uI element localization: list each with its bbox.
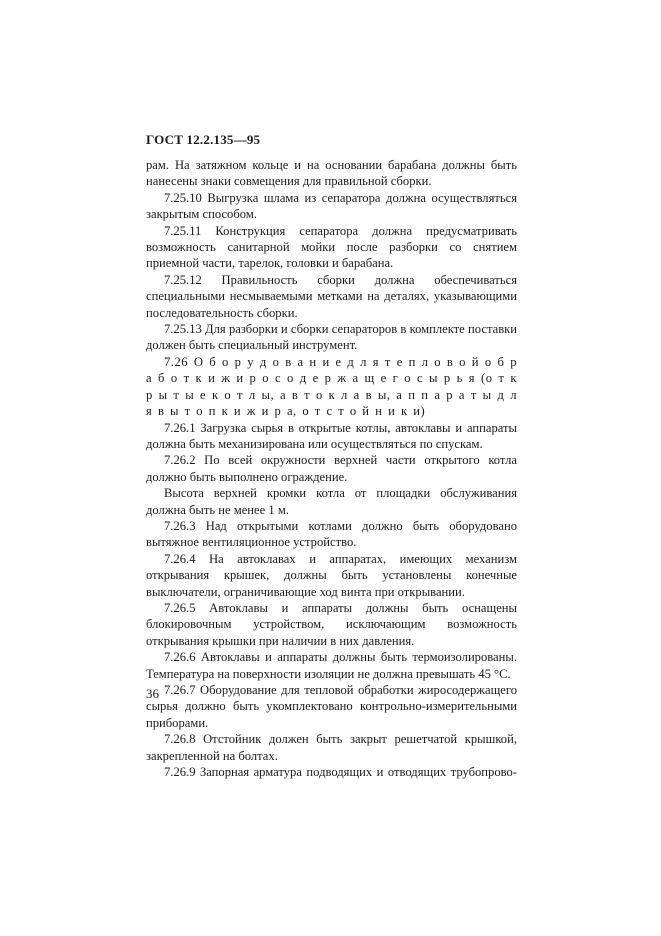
clause-7-26-6: 7.26.6 Автоклавы и аппараты должны быть термоизолированы. Температура на поверхности изоляции не должна превышать 45 °С. — [146, 650, 517, 681]
clause-7-26-3: 7.26.3 Над открытыми котлами должно быть оборудовано вытяжное вентиляционное устройство. — [146, 518, 517, 550]
clause-7-26-2: 7.26.2 По всей окружности верхней части открытого котла должно быть выполнено ограждение. — [146, 453, 517, 484]
clause-7-25-13: 7.25.13 Для разборки и сборки сепараторов в комплекте поставки должен быть специальный инструмент. — [146, 322, 517, 353]
paragraph-continuation: рам. На затяжном кольце и на основании барабана должны быть нанесены знаки совмещения для правильной сборки. — [146, 158, 517, 189]
page-number: 36 — [146, 686, 159, 701]
clause-7-26-7: 7.26.7 Оборудование для тепловой обработки жиросодержащего сырья должно быть укомплектовано контрольно-измерительными приборами. — [146, 683, 517, 730]
clause-7-25-12: 7.25.12 Правильность сборки должна обеспечиваться специальными несмываемыми метками на деталях, указывающими последовательность сборки. — [146, 272, 517, 320]
clause-7-26-2-height: Высота верхней кромки котла от площадки обслуживания должна быть не менее 1 м. — [146, 486, 517, 517]
section-7-26-heading: 7.26 О б о р у д о в а н и е д л я т е п л о в о й о б р а б о т к и ж и р о с о д е р ж а щ е г о с ы р ь я (о т к р ы т ы е к о т л ы, а в т о к л а в ы, а п п а р а т ы д л я в ы т о п к и ж и р а, о т с т о й н и к и) — [146, 354, 517, 419]
clause-7-26-1: 7.26.1 Загрузка сырья в открытые котлы, автоклавы и аппараты должна быть механизирована или осуществляться по спускам. — [146, 420, 517, 451]
clause-7-25-11: 7.25.11 Конструкция сепаратора должна предусматривать возможность санитарной мойки после разборки со снятием приемной части, тарелок, головки и барабана. — [146, 223, 517, 271]
document-body — [146, 157, 517, 780]
clause-7-26-5: 7.26.5 Автоклавы и аппараты должны быть оснащены блокировочным устройством, исключающим возможность открывания крышки при наличии в них давления. — [146, 600, 517, 648]
clause-7-26-8: 7.26.8 Отстойник должен быть закрыт решетчатой крышкой, закрепленной на болтах. — [146, 732, 517, 763]
clause-7-25-10: 7.25.10 Выгрузка шлама из сепаратора должна осуществляться закрытым способом. — [146, 190, 517, 222]
clause-7-26-9: 7.26.9 Запорная арматура подводящих и отводящих трубопрово- — [164, 765, 517, 780]
document-header: ГОСТ 12.2.135—95 — [146, 132, 261, 147]
clause-7-26-4: 7.26.4 На автоклавах и аппаратах, имеющих механизм открывания крышек, должны быть установлены конечные выключатели, ограничивающие ход винта при открывании. — [146, 551, 517, 599]
